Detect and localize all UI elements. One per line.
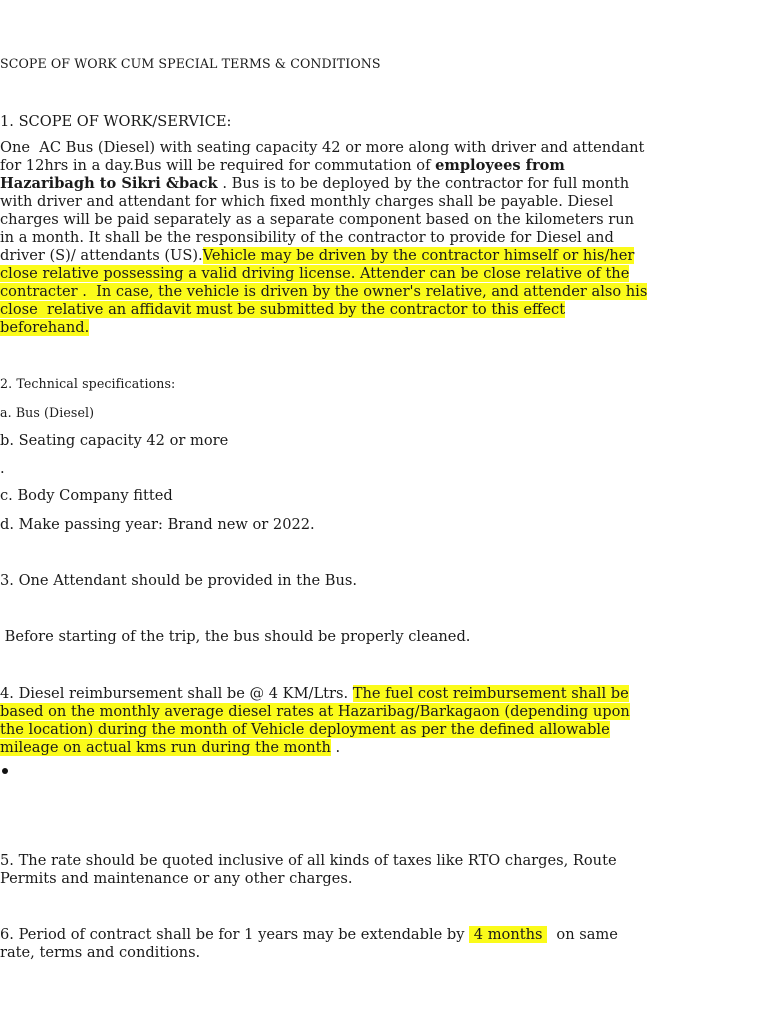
section-1-line-8 [0, 265, 629, 283]
section-1-line-7: driver (S)/ attendants (US).Vehicle may be driven by the contractor himself or his/her [0, 247, 635, 264]
highlighted-text: Vehicle may be driven by the contractor himself or his/her [202, 247, 635, 264]
highlighted-text: close relative an affidavit must be submitted by the contractor to this effect [0, 301, 566, 318]
spec-item-bus: a. Bus (Diesel) [0, 405, 95, 420]
section-4-line-1: 4. Diesel reimbursement shall be @ 4 KM/Ltrs. The fuel cost reimbursement shall be [0, 685, 629, 702]
highlighted-text: mileage on actual kms run during the month [0, 739, 331, 756]
section-4-line-3 [0, 721, 610, 739]
section-5-line-2: Permits and maintenance or any other charges. [0, 870, 353, 887]
bullet-point [2, 768, 8, 774]
section-1-line-4: with driver and attendant for which fixed monthly charges shall be payable. Diesel [0, 193, 614, 210]
section-1-line-5: charges will be paid separately as a separate component based on the kilometers run [0, 211, 635, 228]
spec-item-dot: . [0, 460, 5, 477]
highlighted-text: contracter . In case, the vehicle is driven by the owner's relative, and attender also his [0, 283, 648, 300]
highlighted-text: 4 months [469, 926, 548, 943]
document-title: SCOPE OF WORK CUM SPECIAL TERMS & CONDITIONS [0, 56, 381, 71]
section-2-heading: 2. Technical specifications: [0, 376, 176, 391]
section-1-line-1: One AC Bus (Diesel) with seating capacity 42 or more along with driver and attendant [0, 139, 645, 156]
highlighted-text: The fuel cost reimbursement shall be [352, 685, 629, 702]
section-6-line-2: rate, terms and conditions. [0, 944, 201, 961]
highlighted-text: beforehand. [0, 319, 90, 336]
section-1-line-10 [0, 301, 565, 319]
highlighted-text: the location) during the month of Vehicle deployment as per the defined allowable [0, 721, 610, 738]
section-4-line-2 [0, 703, 630, 721]
section-1-line-3: Hazaribagh to Sikri &back . Bus is to be deployed by the contractor for full month [0, 175, 630, 192]
section-1-line-2: for 12hrs in a day.Bus will be required for commutation of employees from [0, 157, 565, 174]
section-4-line-4: mileage on actual kms run during the month . [0, 739, 341, 756]
spec-item-body: c. Body Company fitted [0, 487, 173, 504]
section-1-line-9 [0, 283, 647, 301]
section-3-text: 3. One Attendant should be provided in the Bus. [0, 572, 358, 589]
section-1-line-11 [0, 319, 89, 337]
cleaning-note: Before starting of the trip, the bus should be properly cleaned. [0, 628, 471, 645]
section-1-line-6: in a month. It shall be the responsibility of the contractor to provide for Diesel and [0, 229, 614, 246]
section-1-heading: 1. SCOPE OF WORK/SERVICE: [0, 113, 232, 130]
spec-item-make-year: d. Make passing year: Brand new or 2022. [0, 516, 315, 533]
spec-item-seating: b. Seating capacity 42 or more [0, 432, 229, 449]
section-5-line-1: 5. The rate should be quoted inclusive of all kinds of taxes like RTO charges, Route [0, 852, 617, 869]
section-6-line-1: 6. Period of contract shall be for 1 years may be extendable by 4 months on same [0, 926, 618, 943]
highlighted-text: close relative possessing a valid driving license. Attender can be close relative of the [0, 265, 630, 282]
highlighted-text: based on the monthly average diesel rates at Hazaribag/Barkagaon (depending upon [0, 703, 630, 720]
